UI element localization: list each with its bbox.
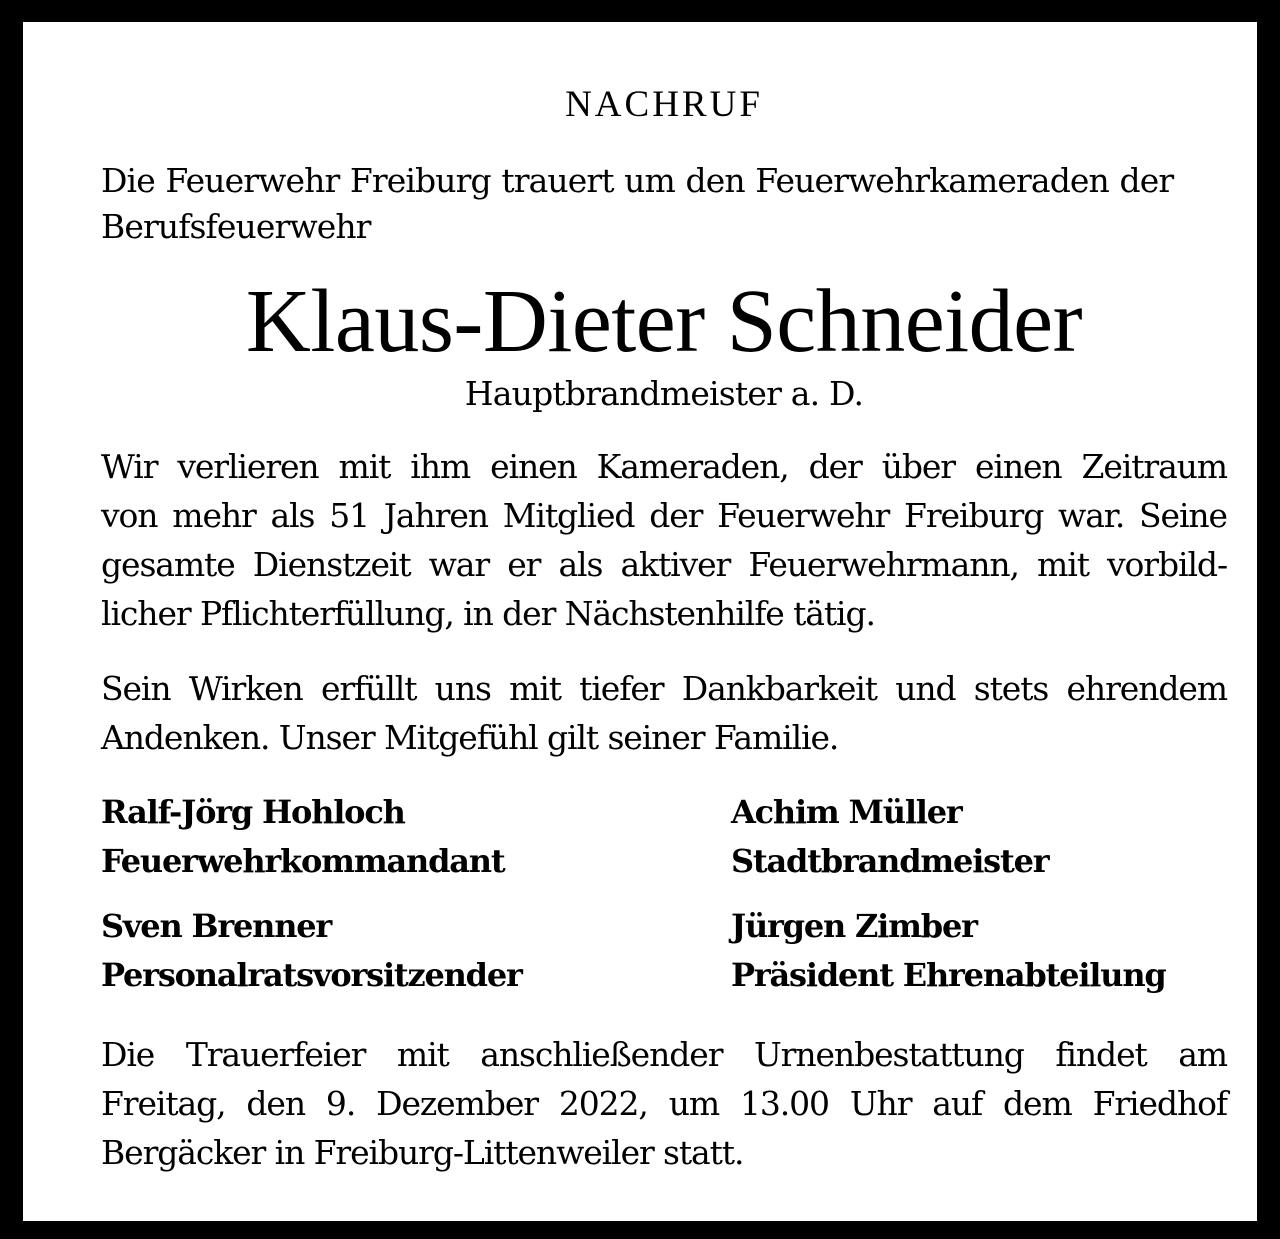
signer-title: Feuerwehrkommandant	[101, 842, 505, 880]
signer-name: Jürgen Zimber	[731, 907, 977, 945]
tribute-paragraph	[101, 442, 1227, 638]
signer	[101, 788, 731, 886]
tribute-line-2: von mehr als 51 Jahren Mitglied der Feuerwehr Freiburg war. Seine	[101, 496, 1227, 535]
signer-name: Sven Brenner	[101, 907, 332, 945]
signer-title: Personalratsvorsitzender	[101, 956, 522, 994]
signer	[101, 902, 731, 1000]
intro-line-2: Berufsfeuerwehr	[101, 207, 371, 246]
signers-block	[101, 788, 1227, 1000]
gratitude-paragraph	[101, 664, 1227, 762]
tribute-line-3: gesamte Dienstzeit war er als aktiver Feuerwehrmann, mit vorbild-	[101, 545, 1227, 584]
signer	[731, 902, 1227, 1000]
funeral-line-2: Freitag, den 9. Dezember 2022, um 13.00 Uhr auf dem Friedhof	[101, 1084, 1227, 1123]
obituary-heading: NACHRUF	[565, 84, 763, 125]
signer	[731, 788, 1227, 886]
signer-title: Stadtbrandmeister	[731, 842, 1049, 880]
funeral-line-1: Die Trauerfeier mit anschließender Urnenbestattung findet am	[101, 1035, 1227, 1074]
signer-name: Ralf-Jörg Hohloch	[101, 793, 405, 831]
tribute-line-1: Wir verlieren mit ihm einen Kameraden, der über einen Zeitraum	[101, 447, 1227, 486]
funeral-notice	[101, 1030, 1227, 1177]
gratitude-line-1: Sein Wirken erfüllt uns mit tiefer Dankbarkeit und stets ehrendem	[101, 669, 1227, 708]
deceased-rank: Hauptbrandmeister a. D.	[464, 374, 864, 413]
intro-line-1: Die Feuerwehr Freiburg trauert um den Feuerwehrkameraden der	[101, 161, 1174, 200]
intro-text	[101, 158, 1227, 250]
signer-title: Präsident Ehrenabteilung	[731, 956, 1166, 994]
signer-name: Achim Müller	[731, 793, 962, 831]
gratitude-line-2: Andenken. Unser Mitgefühl gilt seiner Familie.	[101, 718, 839, 757]
funeral-line-3: Bergäcker in Freiburg-Littenweiler statt.	[101, 1133, 744, 1172]
obituary-content	[101, 82, 1227, 1177]
deceased-name: Klaus-Dieter Schneider	[245, 272, 1083, 371]
tribute-line-4: licher Pflichterfüllung, in der Nächstenhilfe tätig.	[101, 594, 875, 633]
